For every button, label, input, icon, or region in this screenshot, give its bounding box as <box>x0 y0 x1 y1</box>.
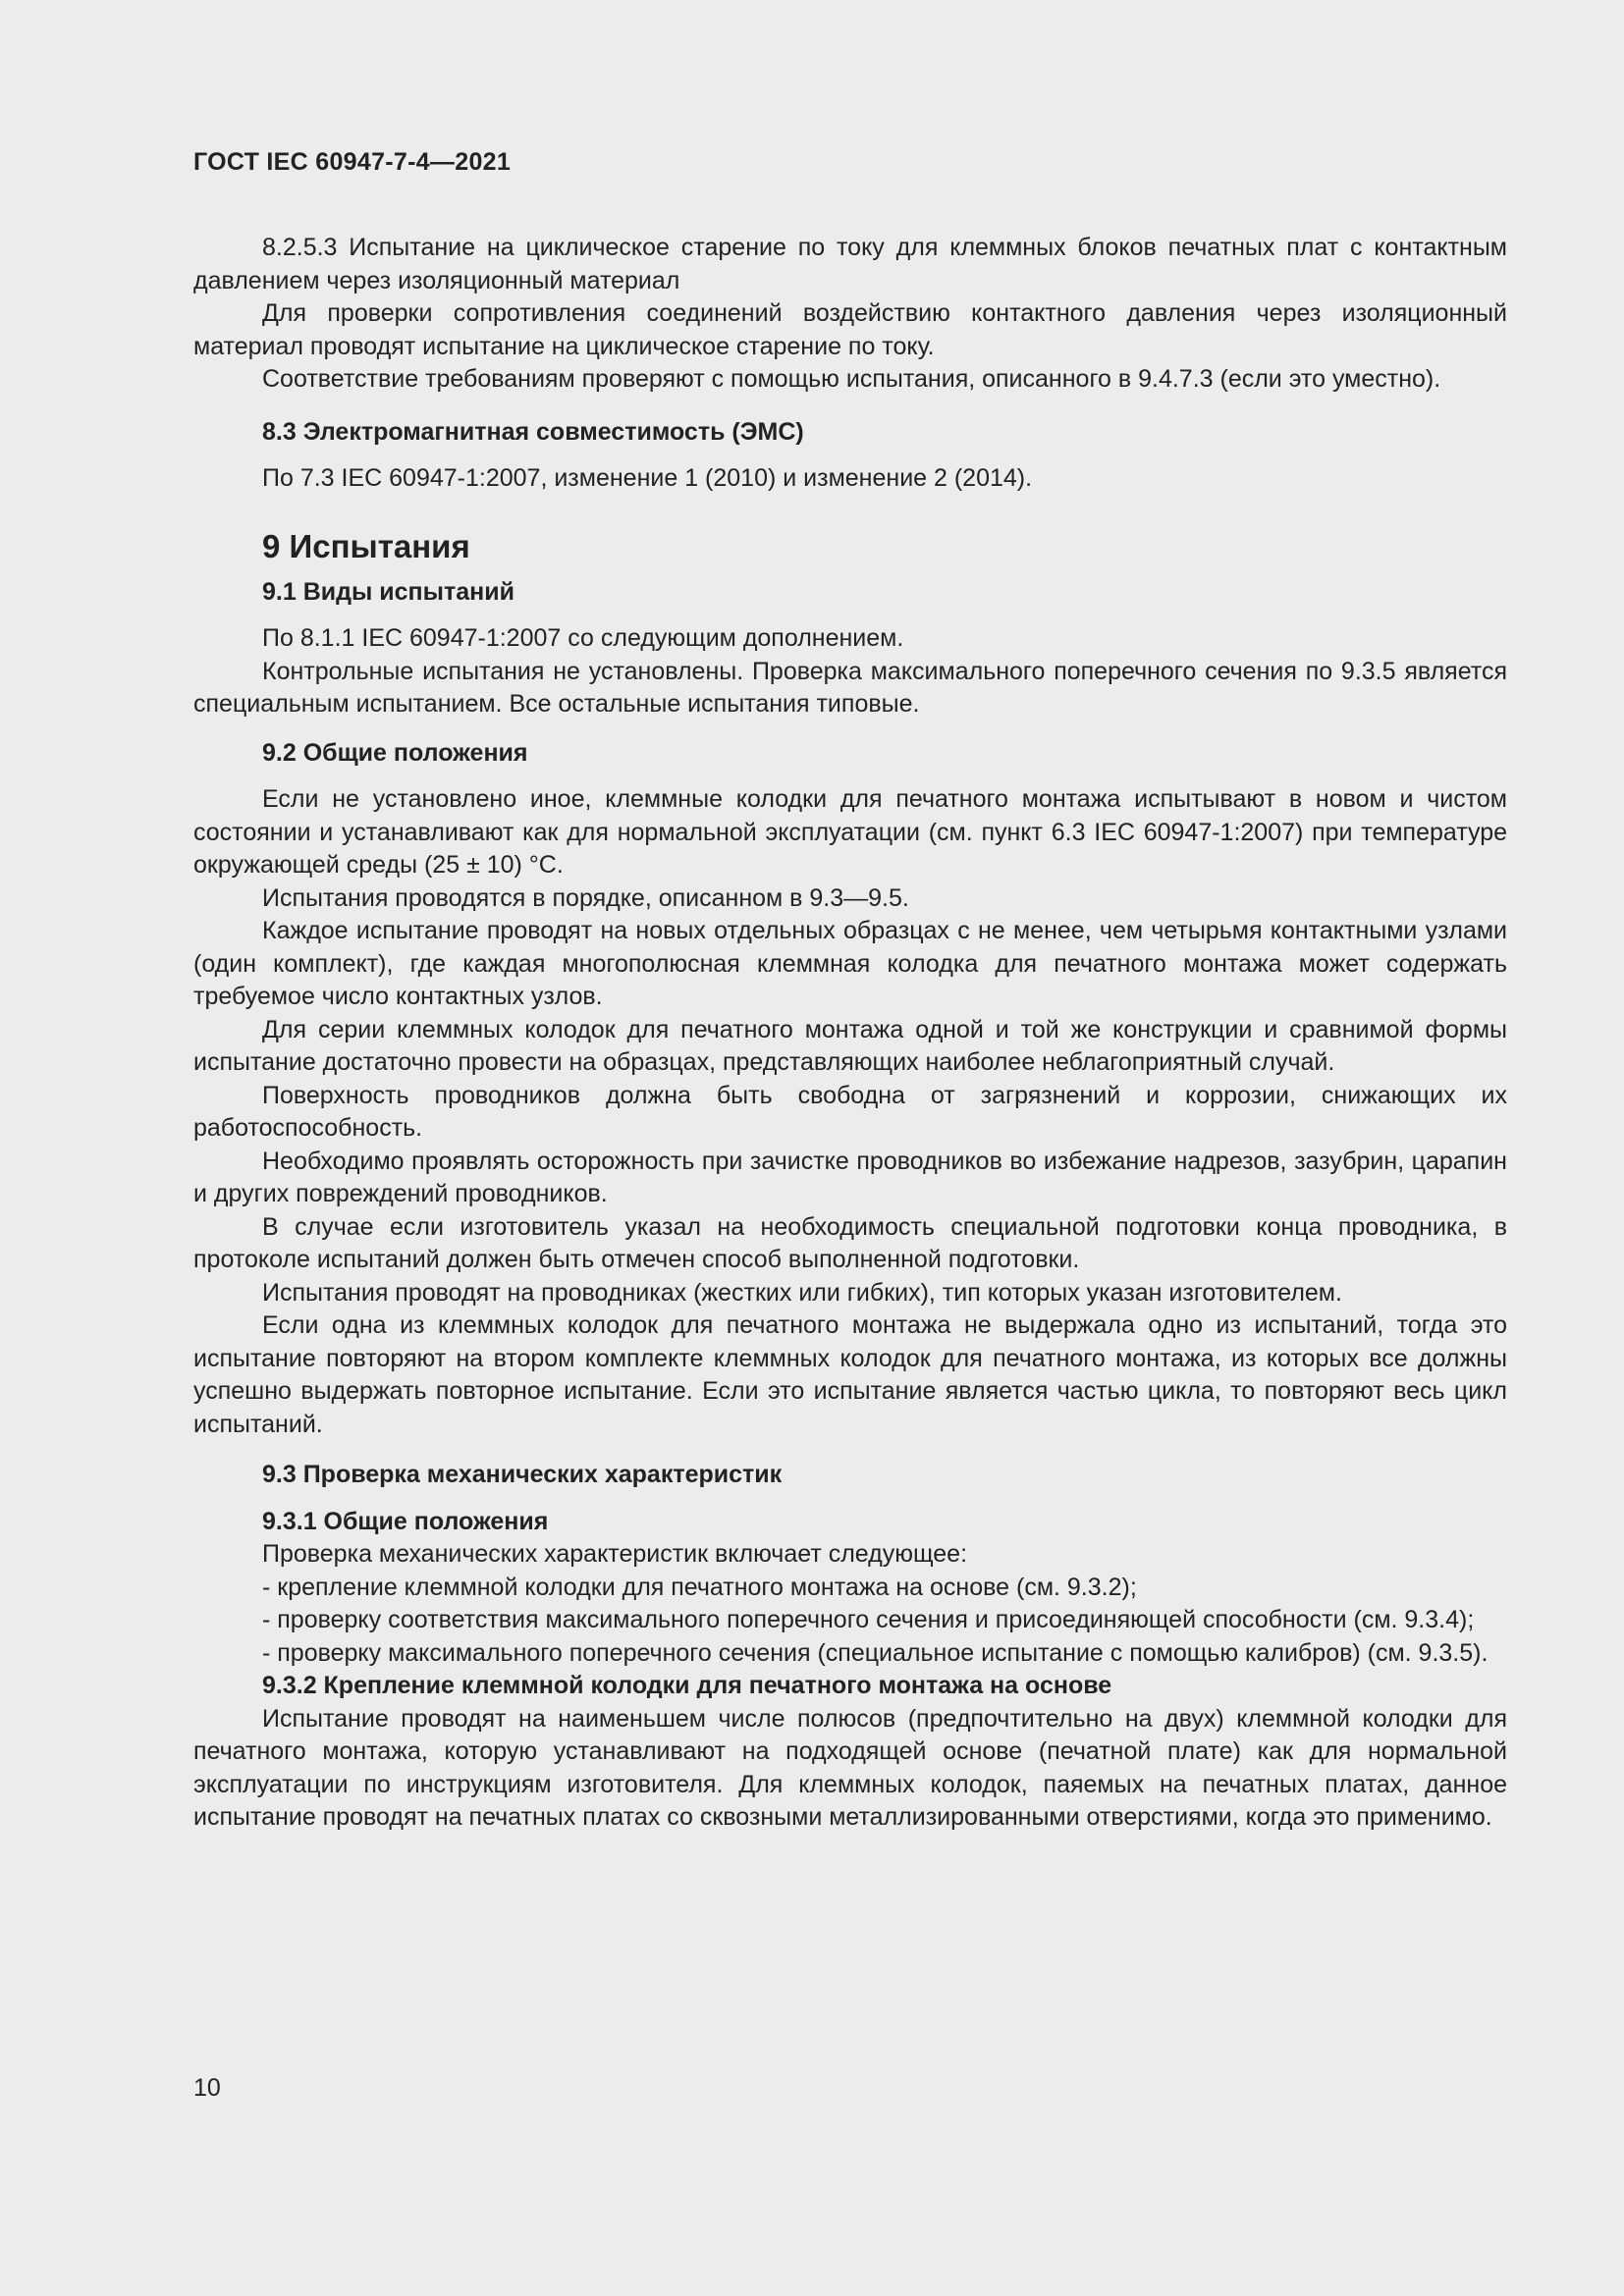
paragraph: Проверка механических характеристик включает следующее: <box>262 1540 968 1568</box>
document-page <box>193 145 1507 1835</box>
paragraph: Если не установлено иное, клеммные колодки для печатного монтажа испытывают в новом и чистом состоянии и устанавливают как для нормальной эксплуатации (см. пункт 6.3 IEC 60947-1:2007) при температуре окружающей среды (25 ± 10) °C. <box>193 785 1507 879</box>
paragraph: Испытания проводятся в порядке, описанном в 9.3—9.5. <box>262 883 909 912</box>
paragraph: По 8.1.1 IEC 60947-1:2007 со следующим дополнением. <box>262 624 904 652</box>
paragraph: Для серии клеммных колодок для печатного монтажа одной и той же конструкции и сравнимой формы испытание достаточно провести на образцах, представляющих наиболее неблагоприятный случай. <box>193 1015 1507 1076</box>
document-body <box>193 232 1507 1835</box>
section-heading-9-2: 9.2 Общие положения <box>262 738 528 767</box>
section-heading-9-3: 9.3 Проверка механических характеристик <box>262 1461 783 1488</box>
paragraph: Для проверки сопротивления соединений воздействию контактного давления через изоляционный материал проводят испытание на циклическое старение по току. <box>193 299 1507 360</box>
paragraph: Каждое испытание проводят на новых отдельных образцах с не менее, чем четырьмя контактными узлами (один комплект), где каждая многополюсная клеммная колодка для печатного монтажа может содержать требуемое число контактных узлов. <box>193 917 1507 1010</box>
list-item: - проверку соответствия максимального поперечного сечения и присоединяющей способности (см. 9.3.4); <box>262 1606 1475 1633</box>
section-heading-9-1: 9.1 Виды испытаний <box>262 577 514 606</box>
chapter-heading-9: 9 Испытания <box>262 527 470 564</box>
paragraph: Поверхность проводников должна быть свободна от загрязнений и коррозии, снижающих их работоспособность. <box>193 1081 1507 1142</box>
subsection-heading-9-3-1: 9.3.1 Общие положения <box>262 1507 549 1535</box>
document-header: ГОСТ IEC 60947-7-4—2021 <box>193 148 512 176</box>
list-item: - крепление клеммной колодки для печатного монтажа на основе (см. 9.3.2); <box>262 1573 1137 1601</box>
paragraph: В случае если изготовитель указал на необходимость специальной подготовки конца проводника, в протоколе испытаний должен быть отмечен способ выполненной подготовки. <box>193 1212 1507 1273</box>
page-number: 10 <box>193 2074 221 2102</box>
paragraph: Соответствие требованиям проверяют с помощью испытания, описанного в 9.4.7.3 (если это уместно). <box>262 365 1441 393</box>
clause-8-2-5-3-title: 8.2.5.3 Испытание на циклическое старение по току для клеммных блоков печатных плат с контактным давлением через изоляционный материал <box>193 234 1507 294</box>
paragraph: Контрольные испытания не установлены. Проверка максимального поперечного сечения по 9.3.5 является специальным испытанием. Все остальные испытания типовые. <box>193 657 1507 718</box>
paragraph: Испытание проводят на наименьшем числе полюсов (предпочтительно на двух) клеммной колодки для печатного монтажа, которую устанавливают на подходящей основе (печатной плате) как для нормальной эксплуатации по инструкциям изготовителя. Для клеммных колодок, паяемых на печатных платах, данное испытание проводят на печатных платах со сквозными металлизированными отверстиями, когда это применимо. <box>193 1704 1507 1831</box>
list-item: - проверку максимального поперечного сечения (специальное испытание с помощью калибров) (см. 9.3.5). <box>262 1638 1489 1667</box>
subsection-heading-9-3-2: 9.3.2 Крепление клеммной колодки для печатного монтажа на основе <box>262 1672 1112 1699</box>
paragraph: Необходимо проявлять осторожность при зачистке проводников во избежание надрезов, зазубрин, царапин и других повреждений проводников. <box>193 1147 1507 1207</box>
paragraph: Если одна из клеммных колодок для печатного монтажа не выдержала одно из испытаний, тогда это испытание повторяют на втором комплекте клеммных колодок для печатного монтажа, из которых все должны успешно выдержать повторное испытание. Если это испытание является частью цикла, то повторяют весь цикл испытаний. <box>193 1311 1507 1438</box>
section-heading-8-3: 8.3 Электромагнитная совместимость (ЭМС) <box>262 417 804 446</box>
paragraph: По 7.3 IEC 60947-1:2007, изменение 1 (2010) и изменение 2 (2014). <box>262 464 1033 492</box>
paragraph: Испытания проводят на проводниках (жестких или гибких), тип которых указан изготовителем. <box>262 1278 1342 1307</box>
